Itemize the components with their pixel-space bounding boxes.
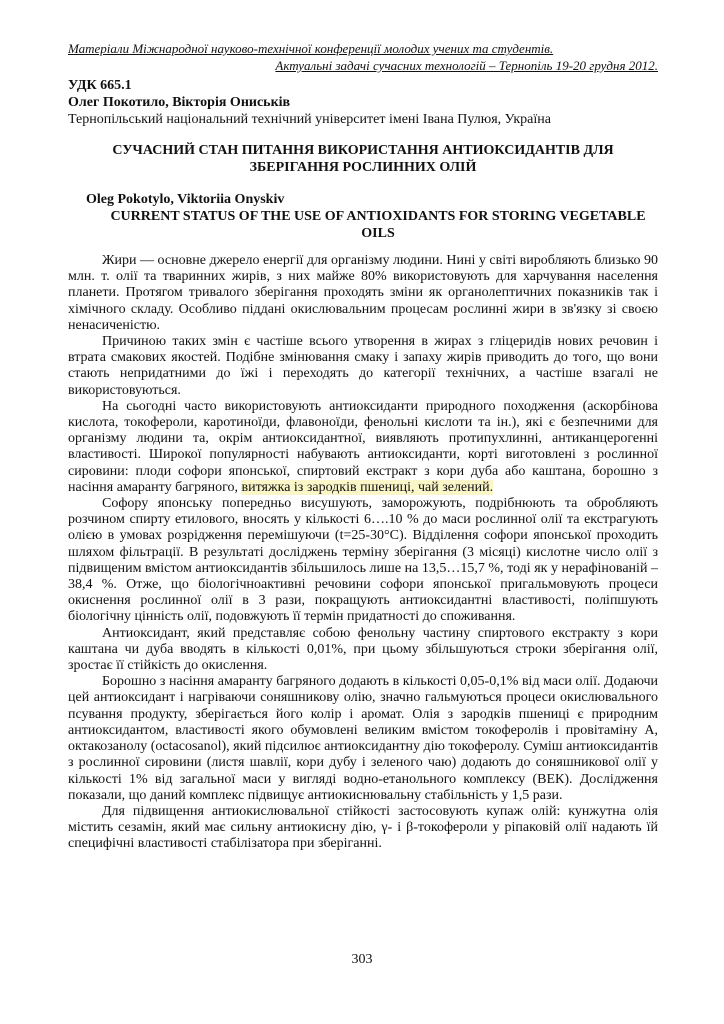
paragraph-2: Причиною таких змін є частіше всього утворення в жирах з гліцеридів нових речовин і втрата смакових якостей. Подібне змінювання смаку і запаху жирів приводить до того, що вони стають непридатними до їжі і переходять до категорії технічних, а частіше взагалі не використовуються. xyxy=(68,334,658,398)
paragraph-3 xyxy=(68,399,658,496)
conference-header-line2: Актуальні задачі сучасних технологій – Тернопіль 19-20 грудня 2012. xyxy=(275,58,658,73)
paragraph-1: Жири — основне джерело енергії для організму людини. Нині у світі виробляють близько 90 млн. т. олії та тваринних жирів, з них майже 80% використовують для харчування населення планети. Протягом тривалого зберігання проходять зміни як органолептичних показників так і хімічного складу. Особливо піддані окислювальним процесам рослинні жири в зв'язку зі своєю ненасиченістю. xyxy=(68,253,658,333)
page-number: 303 xyxy=(351,952,373,967)
article-body xyxy=(68,253,658,853)
affiliation: Тернопільський національний технічний університет імені Івана Пулюя, Україна xyxy=(68,112,551,127)
title-ua: СУЧАСНИЙ СТАН ПИТАННЯ ВИКОРИСТАННЯ АНТИОКСИДАНТІВ ДЛЯ ЗБЕРІГАННЯ РОСЛИННИХ ОЛІЙ xyxy=(112,143,614,175)
conference-header-line1: Матеріали Міжнародної науково-технічної конференції молодих учених та студентів. xyxy=(68,41,554,56)
paragraph-4: Софору японську попередньо висушують, заморожують, подрібнюють та обробляють розчином спирту етилового, вносять у кількості 6….10 % до маси рослинної олії та екстрагують олією в умовах розрідження перемішуючи (t=25-30°С). Відділення софори японської проходить шляхом фільтрації. В результаті досліджень терміну зберігання (3 місяці) кислотне число олії з підвищеним вмістом антиоксидантів збільшилось лише на 13,5…15,7 %, тоді як у нерафінованій – 38,4 %. Отже, що біологічноактивні речовини софори японської пригальмовують процеси окиснення рослинної олії в 3 рази, покращують антиоксидантні властивості, поліпшують біологічну цінність олії, подовжують її термін придатності до споживання. xyxy=(68,496,658,625)
authors-ua: Олег Покотило, Вікторія Ониськів xyxy=(68,95,291,110)
authors-en: Oleg Pokotylo, Viktoriia Onyskiv xyxy=(86,192,285,207)
paper-page xyxy=(68,40,658,853)
paragraph-3-text: На сьогодні часто використовують антиоксиданти природного походження (аскорбінова кислота, токофероли, каротиноїди, флавоноїди, фенольні кислоти та ін.), які є безпечними для організму людини та, окрім антиоксидантної, виявляють протипухлинні, антиканцерогенні властивості. Широкої популярності набувають антиоксиданти, корті виготовлені з рослинної сировини: плоди софори японської, спиртовий екстракт з кори дуба або каштана, борошно з насіння амаранту багряного, xyxy=(68,398,658,495)
paragraph-6: Борошно з насіння амаранту багряного додають в кількості 0,05-0,1% від маси олії. Додаючи цей антиоксидант і нагріваючи соняшникову олію, значно гальмуються процеси окислювального псування продукту, зберігається його колір і аромат. Олія з зародків пшениці є природним антиоксидантом, властивості якого обумовлені великим вмістом токоферолів і провітаміну А, октакозанолу (octacosanol), який підсилює антиоксидантну дію токоферолу. Суміш антиоксидантів з рослинної сировини (листя шавлії, кори дубу і зеленого чаю) додають до соняшникової олії у кількості 1% від загальної маси у вигляді водно-етанольного комплексу (ВЕК). Дослідження показали, що даний комплекс підвищує антиокиснювальну стабільність у 1,5 рази. xyxy=(68,674,658,803)
highlighted-text: витяжка із зародків пшениці, чай зелений. xyxy=(241,479,494,495)
udk-code: УДК 665.1 xyxy=(68,78,132,93)
title-en: CURRENT STATUS OF THE USE OF ANTIOXIDANTS FOR STORING VEGETABLE OILS xyxy=(110,209,646,241)
paragraph-7: Для підвищення антиокислювальної стійкості застосовують купаж олій: кунжутна олія містить сезамін, який має сильну антиокисну дію, γ- і β-токофероли у ріпаковій олії надають їй специфічні властивості стабілізатора при зберіганні. xyxy=(68,803,658,852)
paragraph-5: Антиоксидант, який представляє собою фенольну частину спиртового екстракту з кори каштана чи дуба вводять в кількості 0,01%, при цьому збільшуються строки зберігання олії, зростає її стійкість до окислення. xyxy=(68,625,658,674)
